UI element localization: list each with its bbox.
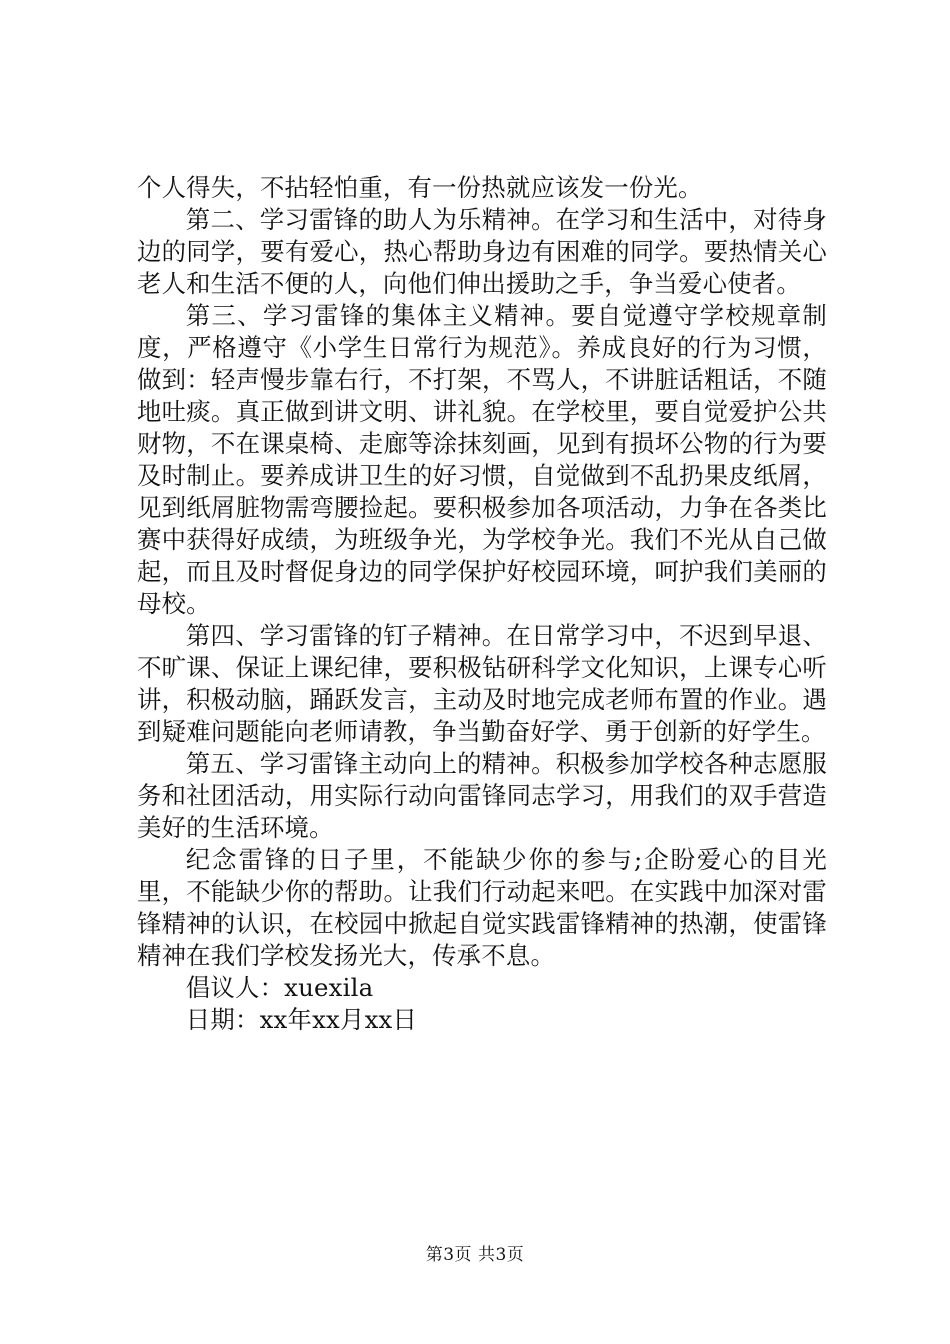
paragraph-continuation: 个人得失，不拈轻怕重，有一份热就应该发一份光。 [137,173,703,202]
initiator-line: 倡议人：xuexila [185,973,374,1002]
paragraph-point-two: 第二、学习雷锋的助人为乐精神。在学习和生活中，对待身边的同学，要有爱心，热心帮助身边有困难的同学。要热情关心老人和生活不便的人，向他们伸出援助之手，争当爱心使者。 [137,205,827,298]
paragraph-point-four: 第四、学习雷锋的钉子精神。在日常学习中，不迟到早退、不旷课、保证上课纪律，要积极钻研科学文化知识，上课专心听讲，积极动脑，踊跃发言，主动及时地完成老师布置的作业。遇到疑难问题能向老师请教，争当勤奋好学、勇于创新的好学生。 [137,621,827,746]
page-number-footer: 第3页 共3页 [425,1245,525,1265]
paragraph-point-five: 第五、学习雷锋主动向上的精神。积极参加学校各种志愿服务和社团活动，用实际行动向雷锋同志学习，用我们的双手营造美好的生活环境。 [137,749,827,842]
paragraph-conclusion: 纪念雷锋的日子里，不能缺少你的参与;企盼爱心的目光里，不能缺少你的帮助。让我们行动起来吧。在实践中加深对雷锋精神的认识，在校园中掀起自觉实践雷锋精神的热潮，使雷锋精神在我们学校发扬光大，传承不息。 [137,845,827,970]
document-body [137,172,827,1036]
paragraph-point-three: 第三、学习雷锋的集体主义精神。要自觉遵守学校规章制度，严格遵守《小学生日常行为规范》。养成良好的行为习惯，做到：轻声慢步靠右行，不打架，不骂人，不讲脏话粗话，不随地吐痰。真正做到讲文明、讲礼貌。在学校里，要自觉爱护公共财物，不在课桌椅、走廊等涂抹刻画，见到有损坏公物的行为要及时制止。要养成讲卫生的好习惯，自觉做到不乱扔果皮纸屑，见到纸屑脏物需弯腰捡起。要积极参加各项活动，力争在各类比赛中获得好成绩，为班级争光，为学校争光。我们不光从自己做起，而且及时督促身边的同学保护好校园环境，呵护我们美丽的母校。 [137,301,827,618]
date-line: 日期：xx年xx月xx日 [185,1005,418,1034]
